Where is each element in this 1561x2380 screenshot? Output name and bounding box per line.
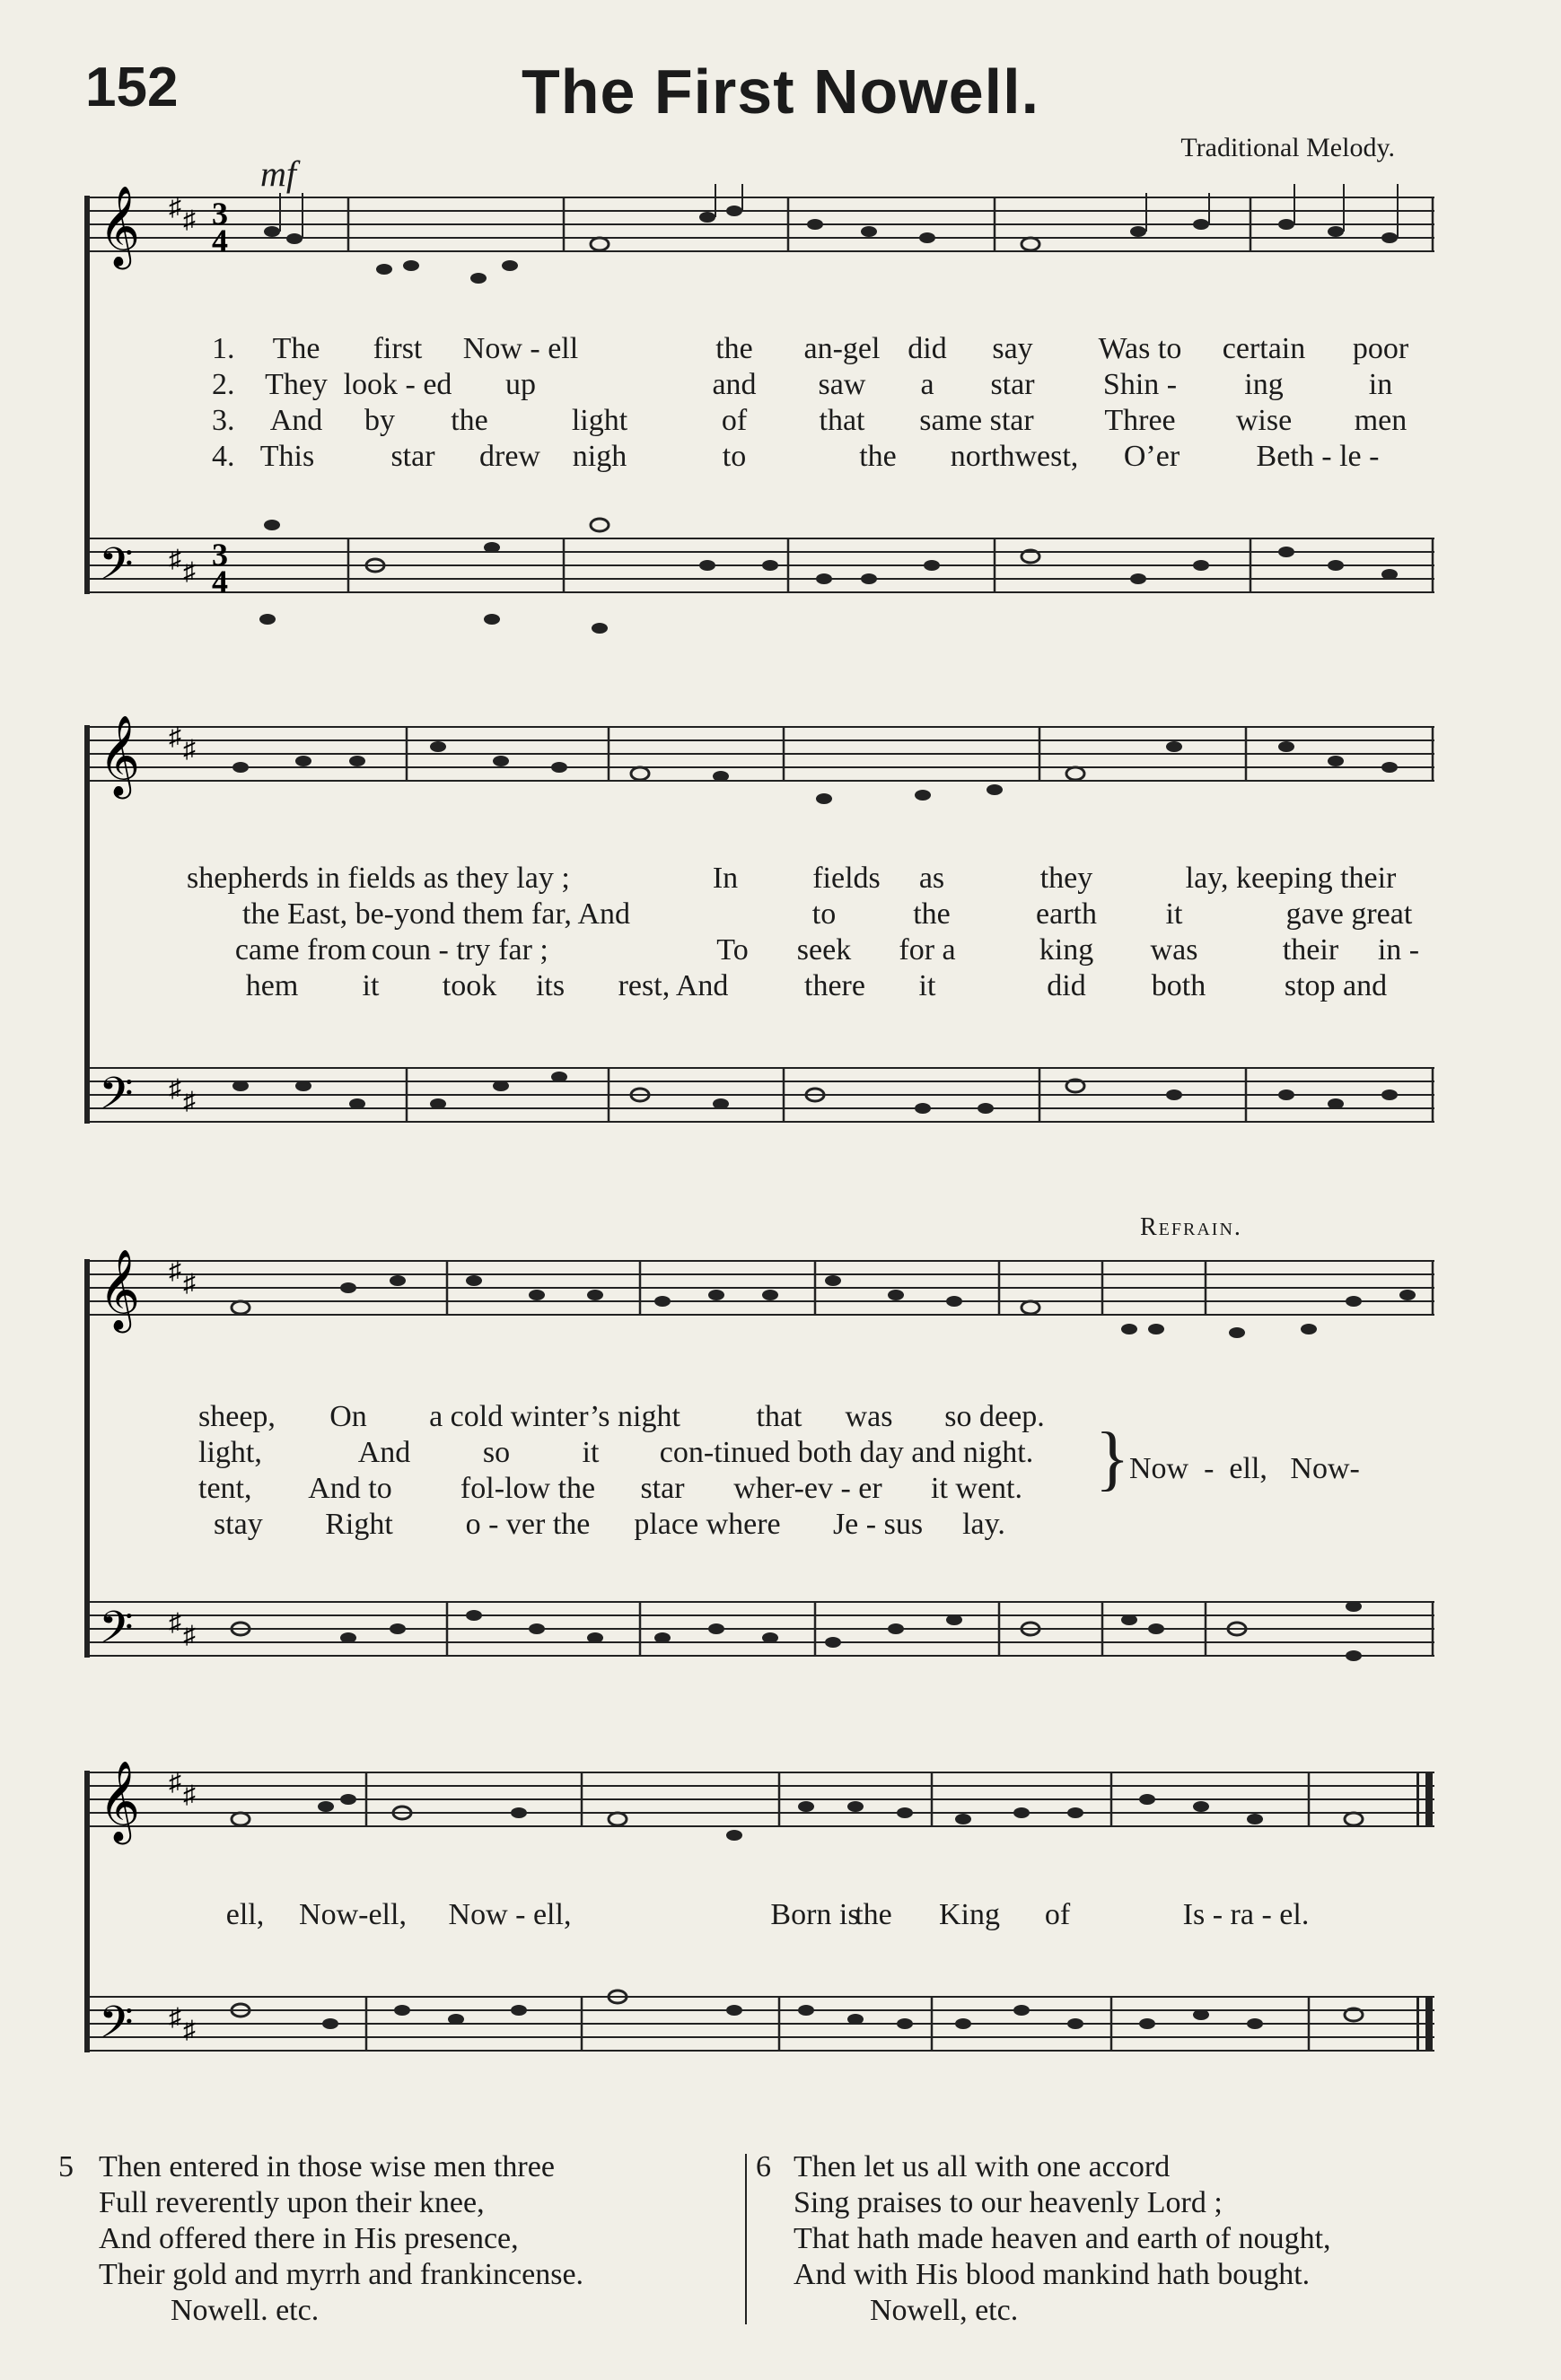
lyric-syllable: the (859, 440, 897, 473)
lyric-verse-1-system-2 (79, 862, 1440, 897)
lyric-syllable: so (482, 1436, 511, 1469)
lyric-syllable: tent, (198, 1472, 252, 1505)
lyric-syllable: sheep, (198, 1400, 276, 1433)
lyric-syllable: lay. (962, 1508, 1005, 1541)
svg-text:♯: ♯ (183, 558, 196, 586)
dynamic-marking: mf (260, 153, 296, 194)
lyric-syllable: This (259, 440, 315, 473)
lyric-syllable: Now - ell, (448, 1898, 572, 1931)
lyric-syllable: the (715, 332, 753, 365)
svg-text:♯: ♯ (183, 736, 196, 764)
svg-text:𝄢: 𝄢 (99, 538, 134, 601)
lyric-syllable: To (716, 933, 749, 967)
lyric-syllable: it (362, 969, 380, 1002)
lyric-syllable: came from (234, 933, 367, 967)
lyric-verse-1-system-1 (79, 332, 1440, 368)
lyric-verse-2-system-2 (79, 897, 1440, 933)
lyric-syllable: fields (812, 862, 881, 895)
svg-text:𝄢: 𝄢 (99, 1068, 134, 1131)
lyric-syllable: their (1282, 933, 1339, 967)
lyric-syllable: Beth - le - (1256, 440, 1380, 473)
lyric-syllable: the East, be-yond them far, And (242, 897, 631, 931)
svg-text:♯: ♯ (183, 1270, 196, 1298)
lyric-syllable: same star (919, 404, 1034, 437)
lyric-syllable: star (640, 1472, 685, 1505)
lyric-verse-2-system-1 (79, 368, 1440, 404)
verse-6-line-5: Nowell, etc. (870, 2294, 1019, 2327)
verse-5-number: 5 (58, 2150, 74, 2183)
lyric-syllable: it (918, 969, 936, 1002)
lyric-syllable: ing (1244, 368, 1284, 401)
lyric-syllable: stay (214, 1508, 263, 1541)
lyric-syllable: Now-ell, (299, 1898, 407, 1931)
svg-text:♯: ♯ (169, 1609, 181, 1637)
lyric-syllable: The (272, 332, 320, 365)
lyric-syllable: king (1039, 933, 1094, 967)
lyric-syllable: ell, (225, 1898, 265, 1931)
bass-time-sig-bottom: 4 (212, 564, 228, 599)
music-system-2 (79, 709, 1440, 1176)
lyric-syllable: in (1368, 368, 1393, 401)
lyric-syllable: saw (818, 368, 866, 401)
lyric-syllable: King (939, 1898, 1000, 1931)
svg-text:♯: ♯ (169, 1075, 181, 1103)
lyric-verse-4-system-2 (79, 969, 1440, 1005)
lyric-verse-3-system-2 (79, 933, 1440, 969)
lyric-syllable: 3. (212, 404, 235, 437)
lyric-syllable: did (1047, 969, 1086, 1002)
lyric-syllable: to (811, 897, 837, 931)
lyric-syllable: that (819, 404, 865, 437)
lyric-verse-4-system-3 (79, 1508, 1440, 1544)
lyric-syllable: fol-low the (460, 1472, 596, 1505)
svg-text:𝄞: 𝄞 (99, 186, 141, 267)
lyric-syllable: they (1039, 862, 1093, 895)
lyric-syllable: Is - ra - el. (1182, 1898, 1310, 1931)
lyric-syllable: far ; (498, 933, 548, 967)
lyric-syllable: so deep. (944, 1400, 1045, 1433)
lyric-syllable: place where (634, 1508, 781, 1541)
lyric-syllable: the (451, 404, 488, 437)
lyric-syllable: it (1165, 897, 1183, 931)
lyric-syllable: In (712, 862, 739, 895)
hymn-number: 152 (85, 57, 179, 118)
hymn-title: The First Nowell. (521, 57, 1040, 127)
lyric-syllable: rest, And (618, 969, 729, 1002)
lyric-syllable: And to (308, 1472, 392, 1505)
lyric-syllable: and (712, 368, 757, 401)
lyric-syllable: hem (245, 969, 299, 1002)
lyric-syllable: first (373, 332, 423, 365)
refrain-label: Refrain. (1140, 1213, 1242, 1241)
lyric-syllable: lay, keeping their (1185, 862, 1397, 895)
score-system-4 (79, 1754, 1440, 2113)
treble-staff-1 (88, 197, 1434, 251)
verse-5-line-2: Full reverently upon their knee, (99, 2186, 485, 2219)
lyric-syllable: seek (796, 933, 852, 967)
lyric-syllable: the (913, 897, 951, 931)
lyric-syllable: to (722, 440, 747, 473)
svg-text:𝄢: 𝄢 (99, 1602, 134, 1665)
verse-divider (745, 2154, 747, 2324)
svg-text:𝄢: 𝄢 (99, 1997, 134, 2060)
lyric-syllable: 4. (212, 440, 235, 473)
verse-6-line-4: And with His blood mankind hath bought. (794, 2258, 1311, 2291)
verse-5-line-3: And offered there in His presence, (99, 2222, 519, 2255)
lyric-syllable: gave great (1285, 897, 1413, 931)
svg-text:♯: ♯ (169, 2004, 181, 2032)
lyric-syllable: nigh (572, 440, 627, 473)
lyric-syllable: as (918, 862, 945, 895)
verse-6-line-1: Then let us all with one accord (794, 2150, 1171, 2183)
lyric-syllable: Was to (1098, 332, 1182, 365)
lyric-syllable: O’er (1123, 440, 1180, 473)
verse-5-line-5: Nowell. etc. (171, 2294, 320, 2327)
lyric-syllable: And (357, 1436, 411, 1469)
lyric-verse-4-system-1 (79, 440, 1440, 476)
lyric-syllable: of (721, 404, 748, 437)
verse-brace: } (1095, 1419, 1130, 1498)
treble-notes-1 (264, 206, 1398, 284)
lyric-syllable: wise (1235, 404, 1293, 437)
svg-text:♯: ♯ (183, 1781, 196, 1809)
refrain-lyric: Now - ell, Now- (1129, 1452, 1360, 1485)
verse-6-number: 6 (756, 2150, 771, 2183)
svg-text:𝄞: 𝄞 (99, 1761, 141, 1842)
lyric-syllable: light (571, 404, 628, 437)
svg-text:♯: ♯ (183, 1622, 196, 1649)
lyric-syllable: by (364, 404, 395, 437)
music-system-4 (79, 1754, 1440, 2113)
lyric-syllable: in - (1377, 933, 1420, 967)
lyric-syllable: 1. (212, 332, 235, 365)
lyric-syllable: wher-ev - er (733, 1472, 882, 1505)
verse-5-line-1: Then entered in those wise men three (99, 2150, 555, 2183)
verse-6-line-2: Sing praises to our heavenly Lord ; (794, 2186, 1223, 2219)
lyric-syllable: stop and (1284, 969, 1388, 1002)
svg-text:♯: ♯ (169, 194, 181, 222)
lyric-syllable: shepherds in fields as they lay ; (187, 862, 570, 895)
svg-text:♯: ♯ (183, 1088, 196, 1116)
lyric-syllable: star (990, 368, 1035, 401)
lyric-syllable: took (442, 969, 497, 1002)
lyric-syllable: men (1354, 404, 1408, 437)
lyric-syllable: Je - sus (832, 1508, 924, 1541)
lyric-syllable: coun - try (371, 933, 491, 967)
music-system-1 (79, 179, 1440, 646)
svg-text:♯: ♯ (183, 206, 196, 234)
lyric-verse-1-system-3 (79, 1400, 1440, 1436)
svg-text:♯: ♯ (183, 2017, 196, 2044)
lyric-syllable: They (265, 368, 328, 401)
lyric-syllable: that (756, 1400, 802, 1433)
lyric-syllable: up (505, 368, 536, 401)
bass-time-sig-top: 3 (212, 537, 228, 573)
lyric-syllable: Born is (770, 1898, 860, 1931)
lyric-syllable: look - ed (343, 368, 452, 401)
lyric-syllable: o - ver the (465, 1508, 591, 1541)
lyric-syllable: the (855, 1898, 892, 1931)
time-sig-bottom: 4 (212, 223, 228, 258)
lyric-syllable: an-gel (803, 332, 881, 365)
lyric-syllable: Now - ell (462, 332, 579, 365)
svg-text:𝄞: 𝄞 (99, 715, 141, 796)
verse-5 (58, 2149, 741, 2329)
verse-6 (756, 2149, 1438, 2329)
lyric-syllable: Shin - (1102, 368, 1178, 401)
lyric-syllable: say (992, 332, 1033, 365)
lyric-syllable: con-tinued both day and night. (659, 1436, 1034, 1469)
lyric-syllable: a cold winter’s night (429, 1400, 680, 1433)
lyric-syllable: both (1151, 969, 1206, 1002)
lyric-syllable: a (920, 368, 934, 401)
lyric-syllable: On (329, 1400, 367, 1433)
lyric-syllable: it (582, 1436, 600, 1469)
music-system-3 (79, 1243, 1440, 1710)
lyric-syllable: Three (1104, 404, 1176, 437)
lyric-syllable: northwest, (950, 440, 1079, 473)
lyric-syllable: was (845, 1400, 893, 1433)
verse-6-line-3: That hath made heaven and earth of nought, (794, 2222, 1331, 2255)
lyric-syllable: certain (1222, 332, 1306, 365)
lyric-syllable: for a (899, 933, 956, 967)
lyric-syllable: there (804, 969, 865, 1002)
lyric-syllable: did (908, 332, 947, 365)
lyric-syllable: light, (198, 1436, 262, 1469)
lyric-syllable: poor (1352, 332, 1409, 365)
lyric-syllable: And (269, 404, 323, 437)
lyric-system-4 (79, 1898, 1440, 1934)
lyric-syllable: drew (479, 440, 540, 473)
lyric-syllable: 2. (212, 368, 235, 401)
time-sig-top: 3 (212, 196, 228, 232)
svg-text:♯: ♯ (169, 546, 181, 573)
svg-text:♯: ♯ (169, 1257, 181, 1285)
verse-5-line-4: Their gold and myrrh and frankincense. (99, 2258, 584, 2291)
lyric-verse-3-system-1 (79, 404, 1440, 440)
lyric-syllable: earth (1036, 897, 1097, 931)
lyric-syllable: its (535, 969, 566, 1002)
lyric-syllable: Right (325, 1508, 393, 1541)
svg-text:𝄞: 𝄞 (99, 1249, 141, 1330)
lyric-syllable: of (1044, 1898, 1071, 1931)
lyric-syllable: it went. (931, 1472, 1022, 1505)
bass-notes-1 (259, 519, 1398, 634)
lyric-syllable: was (1150, 933, 1198, 967)
svg-text:♯: ♯ (169, 1769, 181, 1797)
lyric-syllable: star (390, 440, 435, 473)
attribution: Traditional Melody. (1180, 133, 1395, 162)
bass-staff-1 (88, 538, 1434, 592)
svg-text:♯: ♯ (169, 723, 181, 751)
